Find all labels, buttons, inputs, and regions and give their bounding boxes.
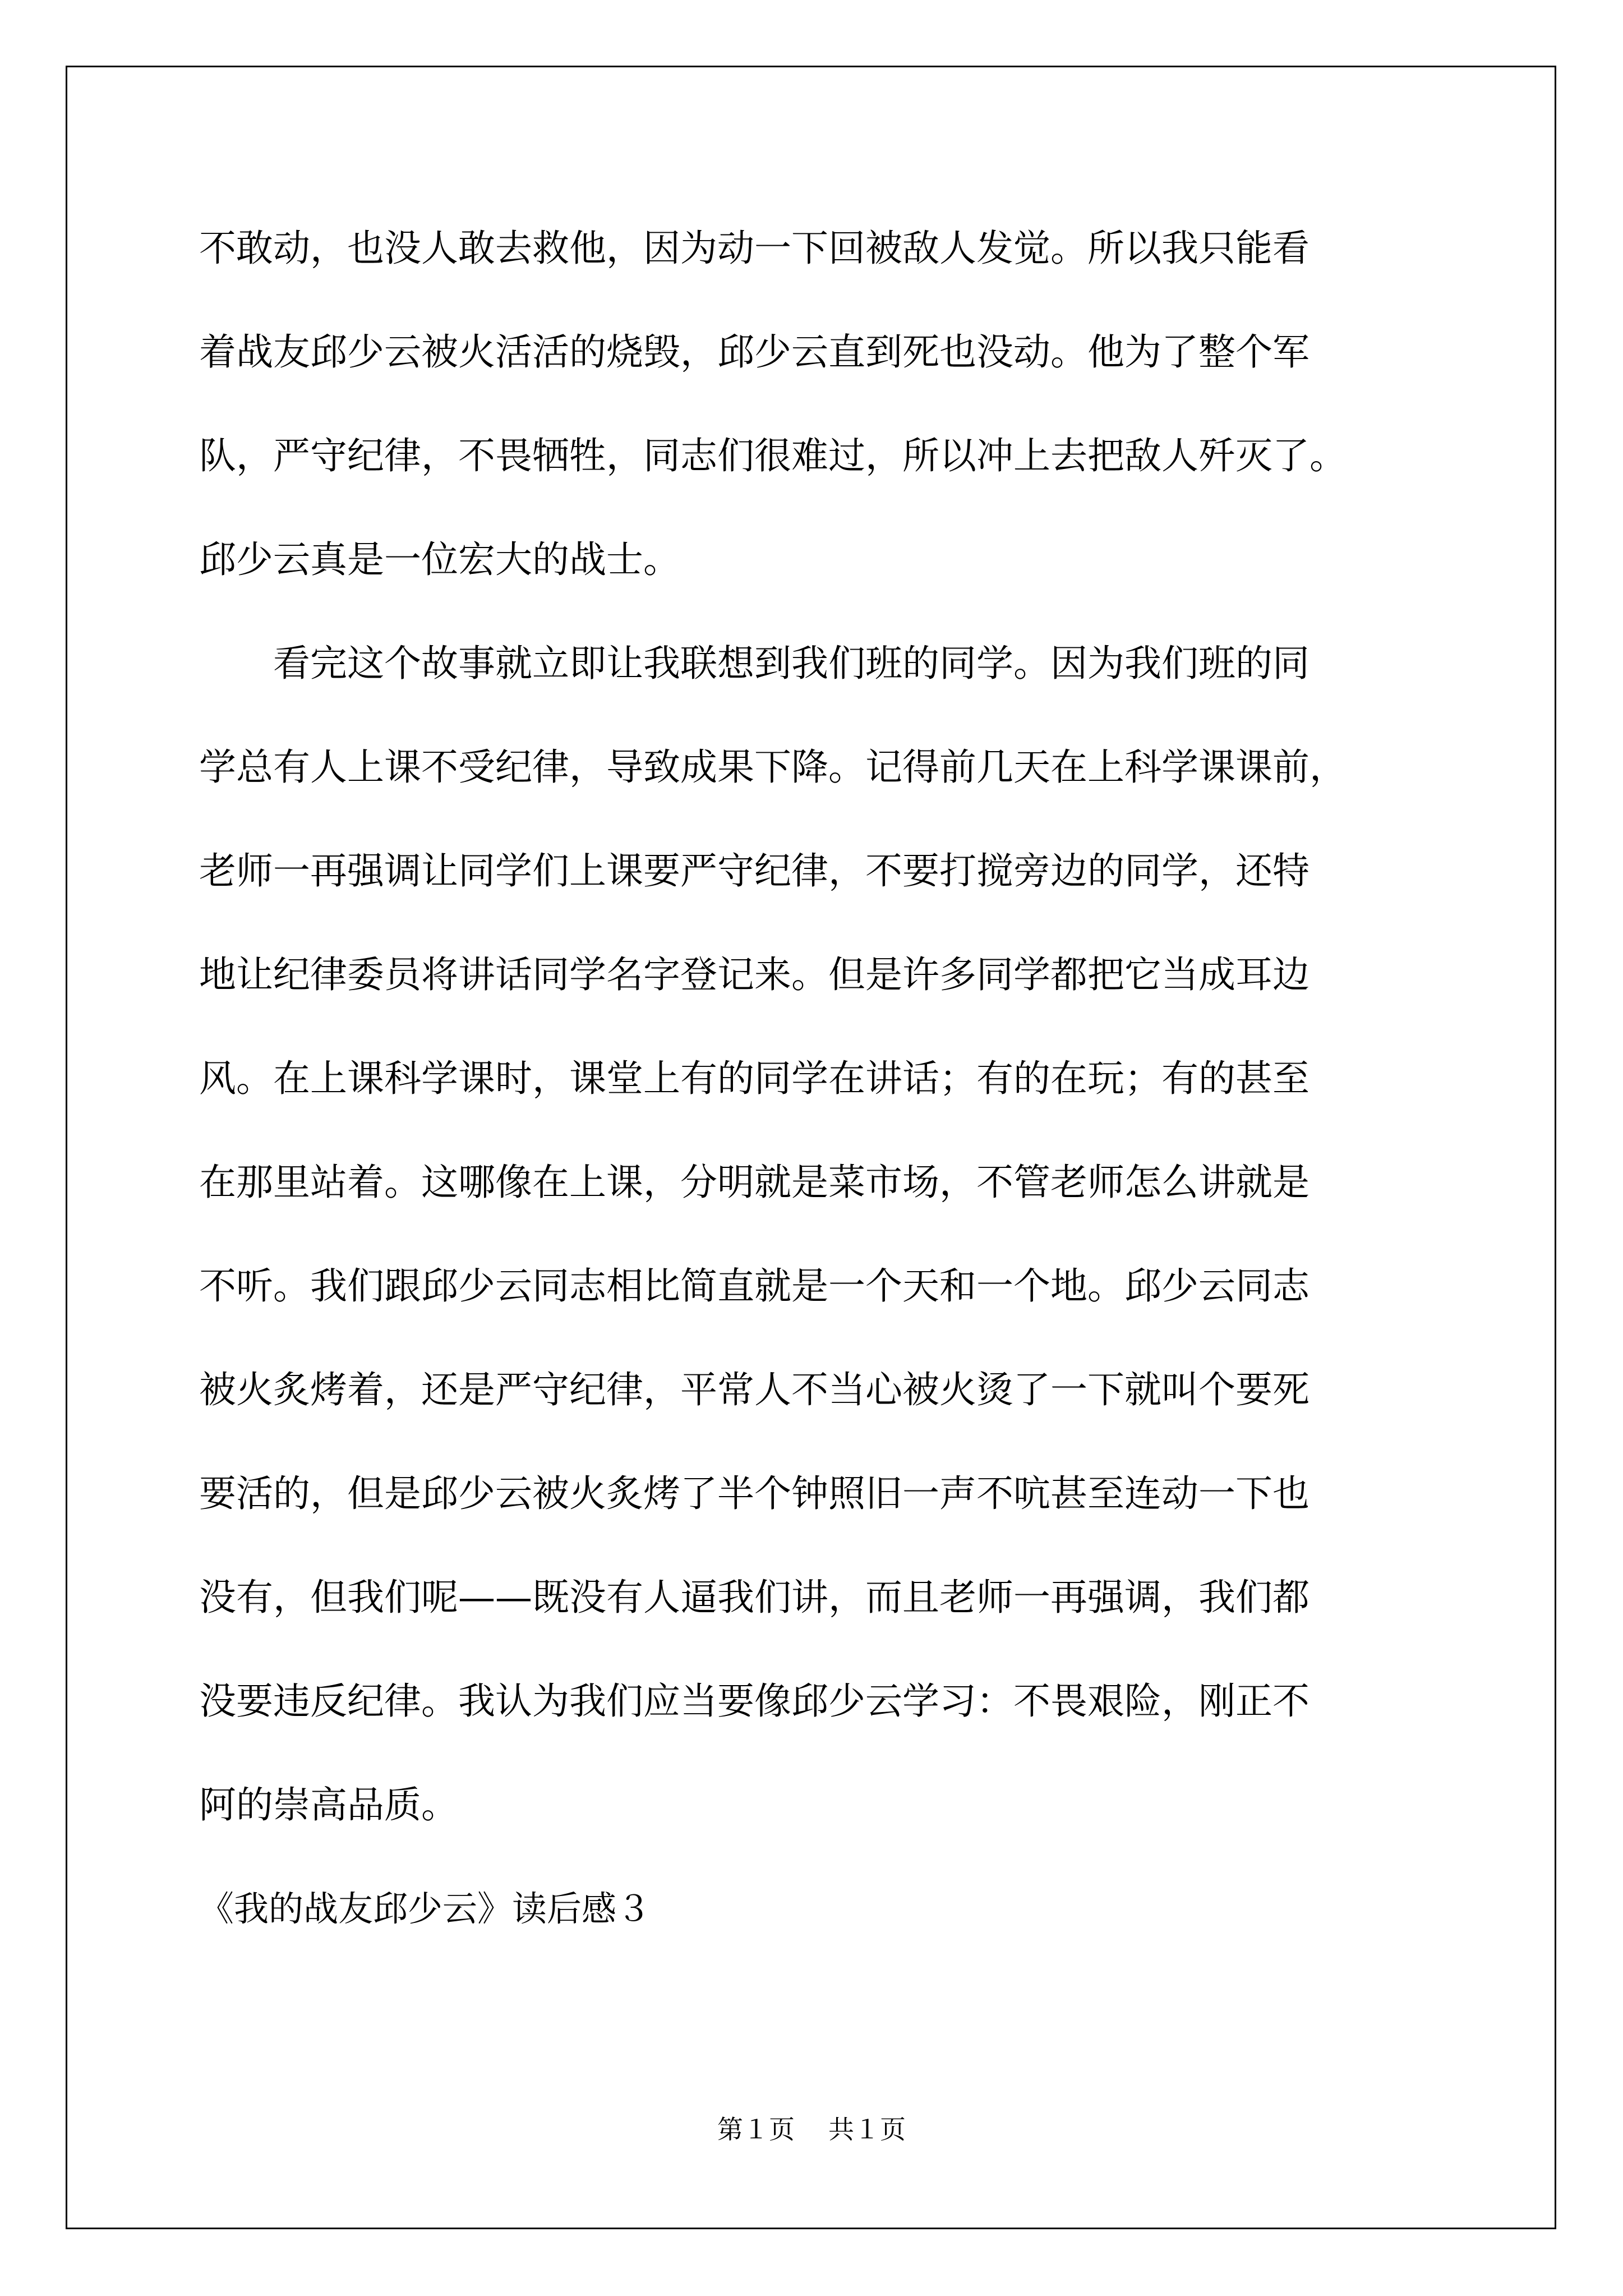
text-line: 没有，但我们呢——既没有人逼我们讲，而且老师一再强调，我们都 [199,1576,1310,1619]
text-line: 地让纪律委员将讲话同学名字登记来。但是许多同学都把它当成耳边 [199,953,1310,996]
text-line: 被火炙烤着，还是严守纪律，平常人不当心被火烫了一下就叫个要死 [199,1368,1310,1411]
section-heading: 《我的战友邱少云》读后感３ [199,1888,652,1929]
text-line: 风。在上课科学课时，课堂上有的同学在讲话；有的在玩；有的甚至 [199,1057,1310,1100]
text-line: 着战友邱少云被火活活的烧毁，邱少云直到死也没动。他为了整个军 [199,330,1310,374]
page-number-total: 共１页 [828,2114,906,2145]
text-line: 老师一再强调让同学们上课要严守纪律，不要打搅旁边的同学，还特 [199,849,1310,892]
text-line: 学总有人上课不受纪律，导致成果下降。记得前几天在上科学课课前， [199,746,1347,789]
text-line: 队，严守纪律，不畏牺牲，同志们很难过，所以冲上去把敌人歼灭了。 [199,434,1347,477]
text-line: 阿的崇高品质。 [199,1783,458,1826]
text-line: 要活的，但是邱少云被火炙烤了半个钟照旧一声不吭甚至连动一下也 [199,1472,1310,1515]
text-line: 没要违反纪律。我认为我们应当要像邱少云学习：不畏艰险，刚正不 [199,1680,1310,1723]
page-footer [0,2109,1623,2146]
document-body [199,196,1461,1961]
text-line: 在那里站着。这哪像在上课，分明就是菜市场，不管老师怎么讲就是 [199,1161,1310,1204]
text-line: 不敢动，也没人敢去救他，因为动一下回被敌人发觉。所以我只能看 [199,227,1310,270]
text-line: 邱少云真是一位宏大的战士。 [199,538,680,581]
text-line: 看完这个故事就立即让我联想到我们班的同学。因为我们班的同 [199,642,1310,685]
page-number-current: 第１页 [717,2114,795,2145]
text-line: 不听。我们跟邱少云同志相比简直就是一个天和一个地。邱少云同志 [199,1264,1310,1308]
